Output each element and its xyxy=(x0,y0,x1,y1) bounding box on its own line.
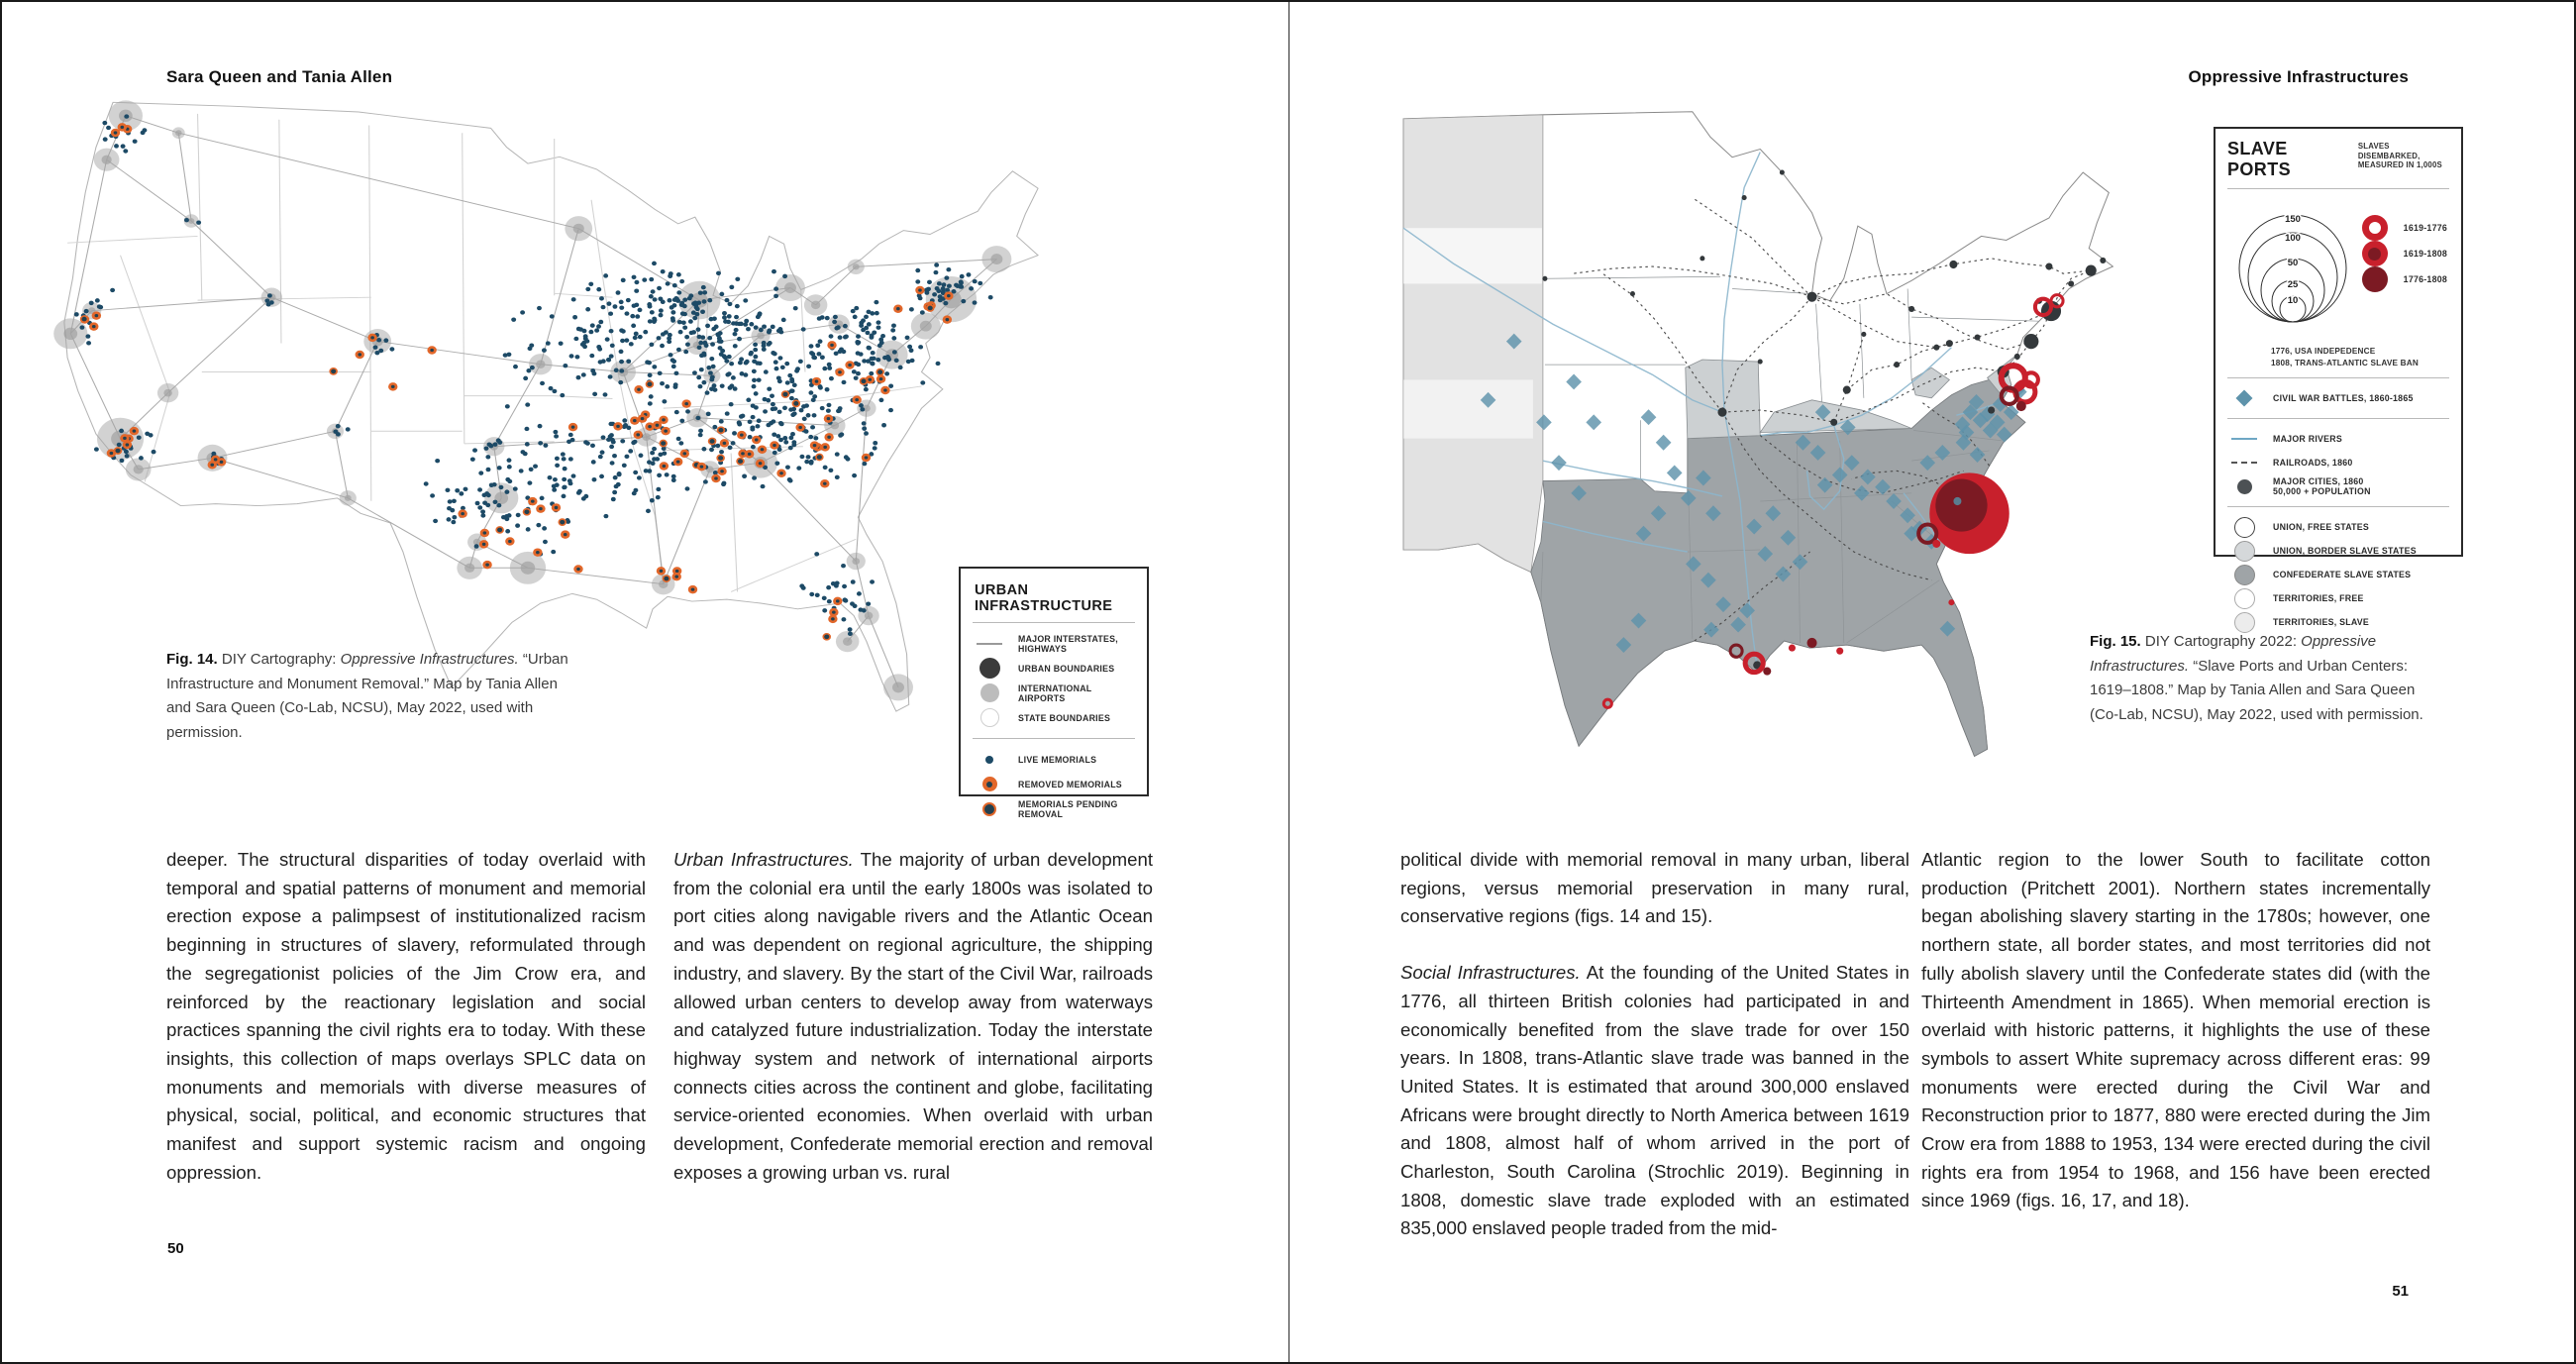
fig14-legend-title: URBAN INFRASTRUCTURE xyxy=(975,582,1113,614)
legend-item-urban-boundaries: URBAN BOUNDARIES xyxy=(973,656,1135,681)
red-filled-ring-icon xyxy=(2358,241,2392,266)
open-red-ring-icon xyxy=(2358,215,2392,241)
right-running-head: Oppressive Infrastructures xyxy=(2188,67,2409,86)
left-text-column-1: deeper. The structural disparities of today overlaid with temporal and spatial patterns of monument and memorial erection expose a palimpsest of institutionalized racism beginning in structures of slavery, reformulated through the segregationist policies of the Jim Crow era, and reinforced by the reactionary legislation and social practices spanning the civil rights era to today. With these insights, this collection of maps overlays SPLC data on monuments and memorials with diverse measures of physical, social, political, and economic structures that manifest and support systemic racism and ongoing oppression. xyxy=(166,849,646,1183)
legend-item-territories-free: TERRITORIES, FREE xyxy=(2227,586,2449,610)
legend-item-territories-slave: TERRITORIES, SLAVE xyxy=(2227,610,2449,634)
nested-circles-chart xyxy=(2227,197,2366,336)
legend-divider xyxy=(2227,506,2449,507)
period-1619-1776: 1619-1776 xyxy=(2358,215,2447,241)
confederate-icon xyxy=(2227,565,2261,585)
legend-item-interstates: MAJOR INTERSTATES, HIGHWAYS xyxy=(973,631,1135,656)
period-1776-1808: 1776-1808 xyxy=(2358,266,2447,292)
port-size-diagram xyxy=(2227,197,2449,344)
interstate-line-icon xyxy=(973,643,1006,645)
period-1619-1808: 1619-1808 xyxy=(2358,241,2447,266)
legend-notes: 1776, USA INDEPEDENCE 1808, TRANS-ATLANTIC SLAVE BAN xyxy=(2271,347,2419,367)
svg-text:25: 25 xyxy=(2287,279,2299,290)
fig15-caption-label: Fig. 15. xyxy=(2090,633,2141,650)
legend-item-union-border: UNION, BORDER SLAVE STATES xyxy=(2227,539,2449,563)
right-text-column-1: political divide with memorial removal in many urban, liberal regions, versus memorial preservation in many rural, conservative regions (figs. 14 and 15). Social Infrastructures. At the founding of the United States in 1776, all thirteen British colonies had participated in and economically benefited from the slave trade for over 150 years. In 1808, trans-Atlantic slave trade was banned in the United States. It is estimated that around 300,000 enslaved Africans were brought directly to North America between 1619 and 1808, almost half of whom arrived in the port of Charleston, South Carolina (Strochlic 2019). Beginning in 1808, domestic slave trade exploded with an estimated 835,000 enslaved people traded from the mid- xyxy=(1400,849,1909,1239)
urban-boundary-icon xyxy=(973,658,1006,679)
legend-item-removed-memorials: REMOVED MEMORIALS xyxy=(973,772,1135,796)
battle-diamond-icon xyxy=(2227,392,2261,404)
svg-text:50: 50 xyxy=(2287,258,2299,268)
fig15-caption: Fig. 15. DIY Cartography 2022: Oppressive Infrastructures. “Slave Ports and Urban Centers: 1619–1808.” Map by Tania Allen and Sara Queen (Co-Lab, NCSU), May 2022, used with permission. xyxy=(2090,633,2423,723)
pending-removal-icon xyxy=(973,802,1006,816)
legend-item-battles: CIVIL WAR BATTLES, 1860-1865 xyxy=(2227,386,2449,410)
fig14-caption-label: Fig. 14. xyxy=(166,651,218,668)
river-line-icon xyxy=(2227,438,2261,440)
railroad-line-icon xyxy=(2227,462,2261,464)
fig15-legend-subtitle: SLAVES DISEMBARKED, MEASURED IN 1,000S xyxy=(2357,142,2442,169)
fig14-caption: Fig. 14. DIY Cartography: Oppressive Infrastructures. “Urban Infrastructure and Monument Removal.” Map by Tania Allen and Sara Queen (Co-Lab, NCSU), May 2022, used with permission. xyxy=(166,651,568,741)
svg-text:100: 100 xyxy=(2285,233,2301,244)
svg-text:150: 150 xyxy=(2285,214,2301,225)
airport-icon xyxy=(973,683,1006,702)
city-dot-icon xyxy=(2227,479,2261,494)
state-boundary-icon xyxy=(973,708,1006,727)
legend-item-pending-removal: MEMORIALS PENDING REMOVAL xyxy=(973,796,1135,821)
union-free-icon xyxy=(2227,517,2261,538)
legend-item-rivers: MAJOR RIVERS xyxy=(2227,427,2449,451)
legend-item-union-free: UNION, FREE STATES xyxy=(2227,515,2449,539)
legend-divider xyxy=(973,622,1135,623)
right-text-column-2: Atlantic region to the lower South to facilitate cotton production (Pritchett 2001). Northern states incrementally began abolishing slavery starting in the 1780s; however, one northern state, all border states, and most territories did not fully abolish slavery until the Confederate states did (with the Thirteenth Amendment in 1865). When memorial erection is overlaid with historic patterns, it highlights the use of these symbols to assert White supremacy across different eras: 99 monuments were erected during the Civil War and Reconstruction prior to 1877, 880 were erected during the Jim Crow era from 1888 to 1953, 134 were erected during the civil rights era from 1954 to 1968, and 156 have been erected since 1969 (figs. 16, 17, and 18). xyxy=(1921,849,2430,1211)
legend-item-live-memorials: LIVE MEMORIALS xyxy=(973,747,1135,772)
left-page-number: 50 xyxy=(167,1240,184,1257)
legend-divider xyxy=(2227,418,2449,419)
svg-text:10: 10 xyxy=(2287,295,2299,306)
union-border-icon xyxy=(2227,541,2261,562)
page-divider xyxy=(1288,2,1289,1364)
legend-divider xyxy=(2227,377,2449,378)
legend-item-cities: MAJOR CITIES, 1860 50,000 + POPULATION xyxy=(2227,474,2449,498)
dark-red-circle-icon xyxy=(2358,266,2392,292)
legend-item-state-boundaries: STATE BOUNDARIES xyxy=(973,705,1135,730)
legend-divider xyxy=(2227,188,2449,189)
left-text-column-2: Urban Infrastructures. The majority of urban development from the colonial era until the early 1800s was isolated to port cities along navigable rivers and the Atlantic Ocean and was dependent on regional agriculture, the shipping industry, and slavery. By the start of the Civil War, railroads allowed urban centers to develop away from waterways and catalyzed future industrialization. Today the interstate highway system and network of international airports connects cities across the continent and globe, facilitating service-oriented economies. When overlaid with urban development, Confederate memorial erection and removal exposes a growing urban vs. rural xyxy=(673,849,1154,1183)
fig15-legend-title: SLAVE PORTS xyxy=(2227,139,2292,179)
legend-item-confederate: CONFEDERATE SLAVE STATES xyxy=(2227,563,2449,586)
legend-divider xyxy=(973,738,1135,739)
live-memorial-icon xyxy=(973,756,1006,764)
right-page-number: 51 xyxy=(2392,1283,2409,1300)
fig14-legend xyxy=(959,567,1149,819)
removed-memorial-icon xyxy=(973,777,1006,791)
legend-item-railroads: RAILROADS, 1860 xyxy=(2227,451,2449,474)
legend-item-airports: INTERNATIONAL AIRPORTS xyxy=(973,681,1135,705)
territories-free-icon xyxy=(2227,588,2261,609)
fig15-legend xyxy=(2214,127,2463,627)
left-running-head: Sara Queen and Tania Allen xyxy=(166,67,393,86)
